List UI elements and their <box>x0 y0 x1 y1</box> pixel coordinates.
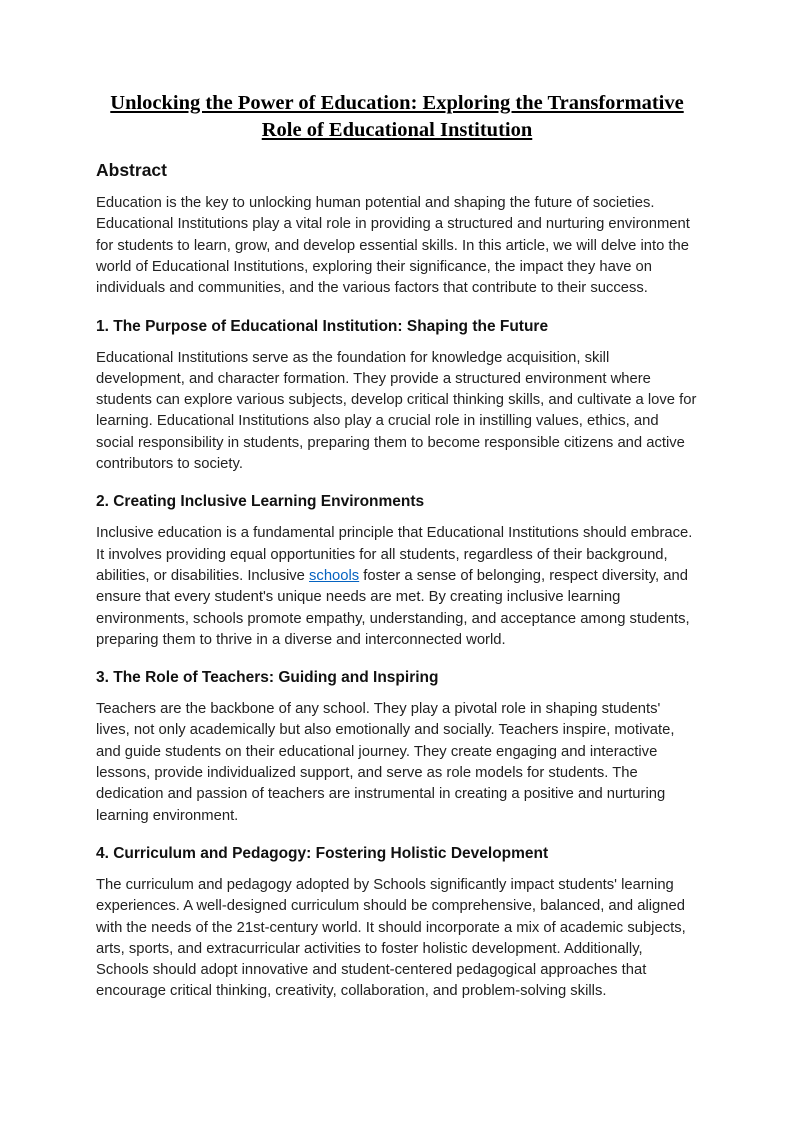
section-2-text-after-link: foster a sense of belonging, respect diversity, and ensure that every student's unique needs are met. By creating inclusive learning environments, schools promote empathy, understanding, and acceptance among students, preparing them to thrive in a diverse and interconnected world. <box>96 567 690 648</box>
abstract-paragraph: Education is the key to unlocking human potential and shaping the future of societies. Educational Institutions play a vital role in providing a structured and nurturing environment for students to learn, grow, and develop essential skills. In this article, we will delve into the world of Educational Institutions, exploring their significance, the impact they have on individuals and communities, and the various factors that contribute to their success. <box>96 195 690 297</box>
section-2-heading: 2. Creating Inclusive Learning Environments <box>96 493 425 511</box>
schools-hyperlink[interactable]: schools <box>309 567 360 584</box>
section-2-paragraph <box>96 523 698 651</box>
abstract-heading: Abstract <box>96 160 167 181</box>
section-2-text-before-link: Inclusive education is a fundamental principle that Educational Institutions should embrace. It involves providing equal opportunities for all students, regardless of their background, abilities, or disabilities. Inclusive <box>96 525 693 584</box>
section-1-heading: 1. The Purpose of Educational Institution: Shaping the Future <box>96 317 549 335</box>
section-4-heading: 4. Curriculum and Pedagogy: Fostering Holistic Development <box>96 844 549 862</box>
document-title: Unlocking the Power of Education: Exploring the Transformative Role of Educational Institution <box>110 92 684 142</box>
section-1-paragraph: Educational Institutions serve as the foundation for knowledge acquisition, skill development, and character formation. They provide a structured environment where students can explore various subjects, develop critical thinking skills, and cultivate a love for learning. Educational Institutions also play a crucial role in instilling values, ethics, and social responsibility in students, preparing them to become responsible citizens and active contributors to society. <box>96 349 697 473</box>
section-3-heading: 3. The Role of Teachers: Guiding and Inspiring <box>96 669 439 687</box>
section-4-paragraph: The curriculum and pedagogy adopted by Schools significantly impact students' learning experiences. A well-designed curriculum should be comprehensive, balanced, and aligned with the needs of the 21st-century world. It should incorporate a mix of academic subjects, arts, sports, and extracurricular activities to foster holistic development. Additionally, Schools should adopt innovative and student-centered pedagogical approaches that encourage critical thinking, creativity, collaboration, and problem-solving skills. <box>96 876 686 1000</box>
section-3-paragraph: Teachers are the backbone of any school. They play a pivotal role in shaping students' lives, not only academically but also emotionally and socially. Teachers inspire, motivate, and guide students on their educational journey. They create engaging and interactive lessons, provide individualized support, and serve as role models for students. The dedication and passion of teachers are instrumental in creating a positive and nurturing learning environment. <box>96 701 675 824</box>
